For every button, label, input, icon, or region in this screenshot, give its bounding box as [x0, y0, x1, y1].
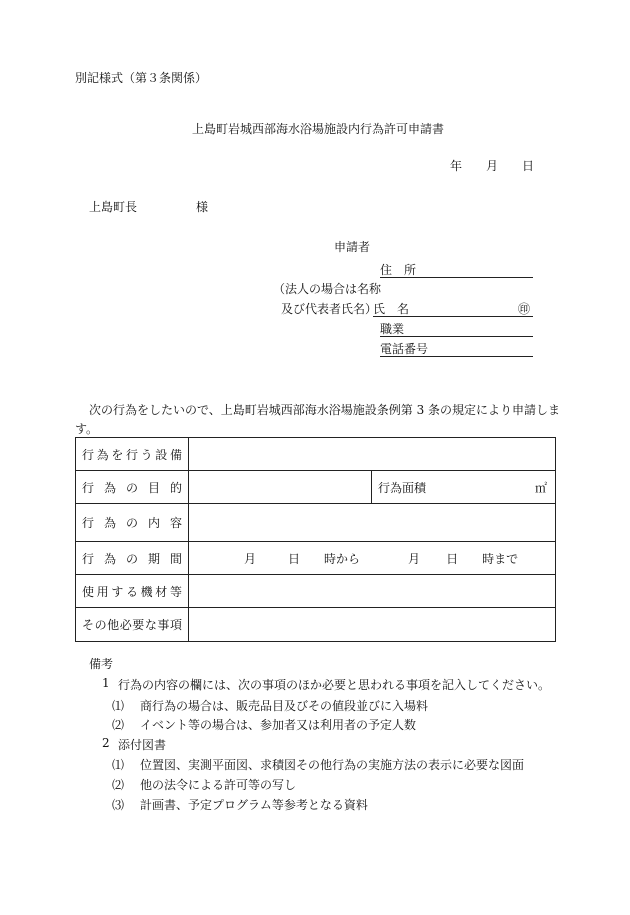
date-year-label: 年: [450, 159, 463, 173]
corporation-note-line2: 及び代表者氏名）: [281, 302, 378, 316]
seal-mark-icon: ㊞: [517, 302, 530, 316]
date-month-label: 月: [486, 159, 499, 173]
content-input-cell[interactable]: [189, 504, 556, 542]
label-period: 行 為 の 期 間: [76, 542, 189, 575]
remark-2-number: 2: [102, 736, 110, 750]
corporation-note-line1: （法人の場合は名称: [273, 282, 382, 296]
application-table: [75, 437, 556, 642]
other-input-cell[interactable]: [189, 608, 556, 642]
addressee: 上島町長: [89, 200, 138, 214]
remark-1-2-text: イベント等の場合は、参加者又は利用者の予定人数: [140, 718, 417, 732]
equipment-used-input-cell[interactable]: [189, 575, 556, 608]
form-reference: 別記様式（第３条関係）: [75, 71, 208, 85]
date-day-label: 日: [522, 159, 535, 173]
label-equipment-used: 使 用 す る 機 材 等: [76, 575, 189, 608]
name-label: 氏 名: [373, 302, 410, 316]
document-title: 上島町岩城西部海水浴場施設内行為許可申請書: [192, 122, 445, 136]
area-label: 行為面積: [378, 480, 427, 495]
table-row-content: [76, 504, 556, 542]
period-start-month: 月: [244, 551, 257, 566]
label-purpose: 行 為 の 目 的: [76, 471, 189, 504]
remark-2-3-number: ⑶: [112, 798, 125, 812]
phone-label: 電話番号: [380, 342, 429, 356]
table-row-other: [76, 608, 556, 642]
equipment-input-cell[interactable]: [189, 438, 556, 471]
label-content: 行 為 の 内 容: [76, 504, 189, 542]
intro-line-2: す。: [75, 422, 99, 436]
phone-field[interactable]: [380, 340, 533, 357]
name-field[interactable]: [373, 300, 533, 317]
remark-2-2-text: 他の法令による許可等の写し: [140, 778, 297, 792]
occupation-label: 職業: [380, 322, 405, 336]
remark-2-2-number: ⑵: [112, 778, 125, 792]
remark-2-1-number: ⑴: [112, 758, 125, 772]
table-row-purpose: [76, 471, 556, 504]
label-other: そ の 他 必 要 な 事 項: [76, 608, 189, 642]
address-field[interactable]: [380, 261, 533, 278]
period-end-time: 時まで: [482, 551, 519, 566]
remark-1-number: 1: [102, 676, 110, 690]
period-start-time: 時から: [324, 551, 361, 566]
purpose-input-cell[interactable]: [189, 471, 372, 504]
area-input-cell[interactable]: [372, 471, 556, 504]
area-unit: ㎡: [534, 481, 547, 495]
intro-line-1: 次の行為をしたいので、上島町岩城西部海水浴場施設条例第 3 条の規定により申請しま: [89, 403, 561, 417]
remark-2-3-text: 計画書、予定プログラム等参考となる資料: [140, 798, 368, 812]
remark-1-2-number: ⑵: [112, 718, 125, 732]
address-label: 住 所: [380, 263, 417, 277]
table-row-equipment: [76, 438, 556, 471]
period-end-month: 月: [408, 551, 421, 566]
remark-1-1-number: ⑴: [112, 699, 125, 713]
applicant-heading: 申請者: [334, 240, 371, 254]
occupation-field[interactable]: [380, 320, 533, 337]
remark-1-1-text: 商行為の場合は、販売品目及びその値段並びに入場料: [140, 699, 429, 713]
remark-1-text: 行為の内容の欄には、次の事項のほか必要と思われる事項を記入してください。: [118, 678, 551, 692]
period-start-day: 日: [288, 551, 301, 566]
addressee-suffix: 様: [196, 200, 209, 214]
label-equipment: 行 為 を 行 う 設 備: [76, 438, 189, 471]
remarks-heading: 備考: [89, 657, 114, 671]
table-row-equipment-used: [76, 575, 556, 608]
table-row-period: [76, 542, 556, 575]
remark-2-1-text: 位置図、実測平面図、求積図その他行為の実施方法の表示に必要な図面: [140, 758, 525, 772]
period-end-day: 日: [446, 551, 459, 566]
remark-2-text: 添付図書: [118, 738, 167, 752]
period-input-cell[interactable]: [189, 542, 556, 575]
